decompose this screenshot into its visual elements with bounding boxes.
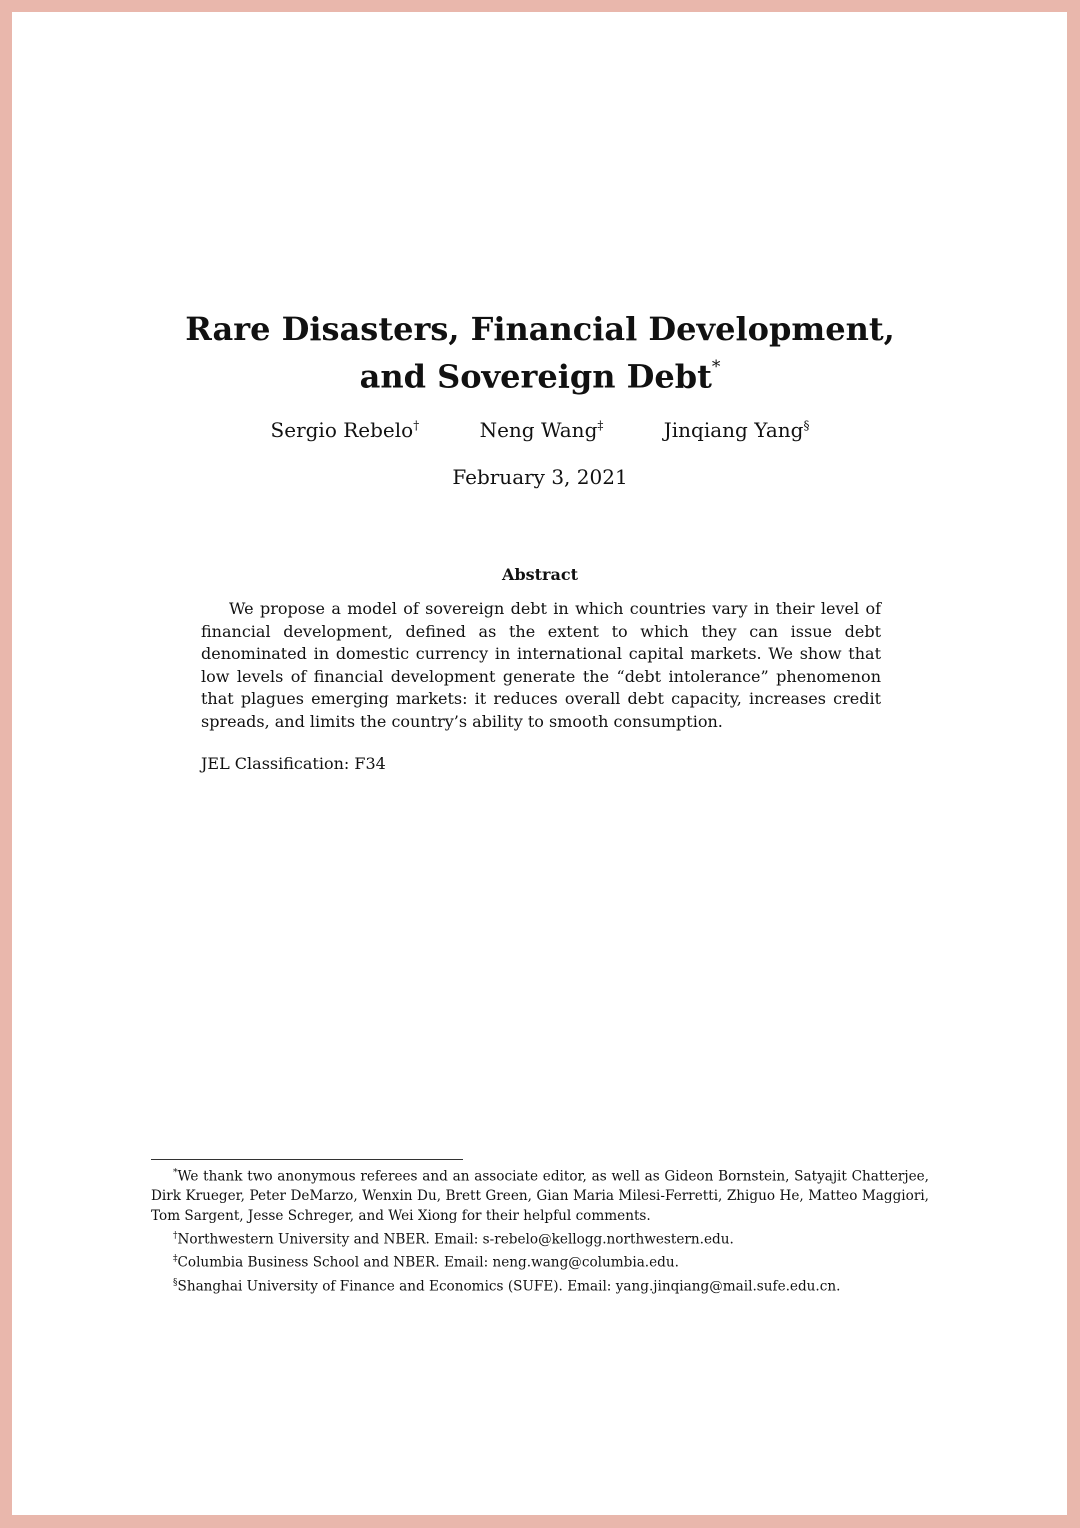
footnote-text: We thank two anonymous referees and an associate editor, as well as Gideon Bornstein, Satyajit Chatterjee, Dirk Krueger, Peter DeMarzo, Wenxin Du, Brett Green, Gian Maria Milesi-Ferretti, Zhiguo He, Matteo Maggiori, Tom Sargent, Jesse Schreger, and Wei Xiong for their helpful comments. bbox=[151, 1168, 929, 1225]
footnote-author-1 bbox=[151, 1227, 929, 1250]
footnote-author-3 bbox=[151, 1274, 929, 1297]
abstract-heading: Abstract bbox=[502, 565, 578, 584]
author-1 bbox=[271, 418, 420, 442]
author-list bbox=[0, 418, 1080, 442]
paper-title bbox=[0, 308, 1080, 398]
footnotes bbox=[151, 1164, 929, 1297]
author-footnote-mark: § bbox=[803, 418, 810, 433]
title-line-2: and Sovereign Debt bbox=[359, 357, 712, 396]
abstract-text: We propose a model of sovereign debt in which countries vary in their level of financial development, defined as the extent to which they can issue debt denominated in domestic currency in international capital markets. We show that low levels of financial development generate the “debt intolerance” phenomenon that plagues emerging markets: it reduces overall debt capacity, increases credit spreads, and limits the country’s ability to smooth consumption. bbox=[201, 599, 881, 731]
footnote-divider bbox=[151, 1159, 463, 1160]
author-name: Jinqiang Yang bbox=[663, 418, 804, 442]
author-footnote-mark: ‡ bbox=[597, 418, 604, 433]
title-line-1: Rare Disasters, Financial Development, bbox=[185, 310, 895, 348]
footnote-mark: * bbox=[173, 1168, 178, 1178]
footnote-text: Northwestern University and NBER. Email: s-rebelo@kellogg.northwestern.edu. bbox=[177, 1231, 734, 1248]
jel-classification: JEL Classification: F34 bbox=[201, 754, 386, 773]
footnote-mark: ‡ bbox=[173, 1254, 178, 1265]
footnote-acknowledgements bbox=[151, 1164, 929, 1227]
title-footnote-mark: * bbox=[711, 357, 721, 377]
footnote-text: Columbia Business School and NBER. Email: neng.wang@columbia.edu. bbox=[177, 1254, 679, 1271]
author-footnote-mark: † bbox=[413, 418, 420, 433]
author-name: Neng Wang bbox=[479, 418, 598, 442]
author-2 bbox=[480, 418, 604, 442]
footnote-mark: § bbox=[173, 1277, 178, 1288]
author-3 bbox=[664, 418, 810, 442]
footnote-mark: † bbox=[173, 1230, 178, 1241]
footnote-author-2 bbox=[151, 1250, 929, 1273]
author-name: Sergio Rebelo bbox=[270, 418, 414, 442]
footnote-text: Shanghai University of Finance and Economics (SUFE). Email: yang.jinqiang@mail.sufe.edu.cn. bbox=[177, 1278, 841, 1295]
paper-date: February 3, 2021 bbox=[452, 465, 628, 489]
